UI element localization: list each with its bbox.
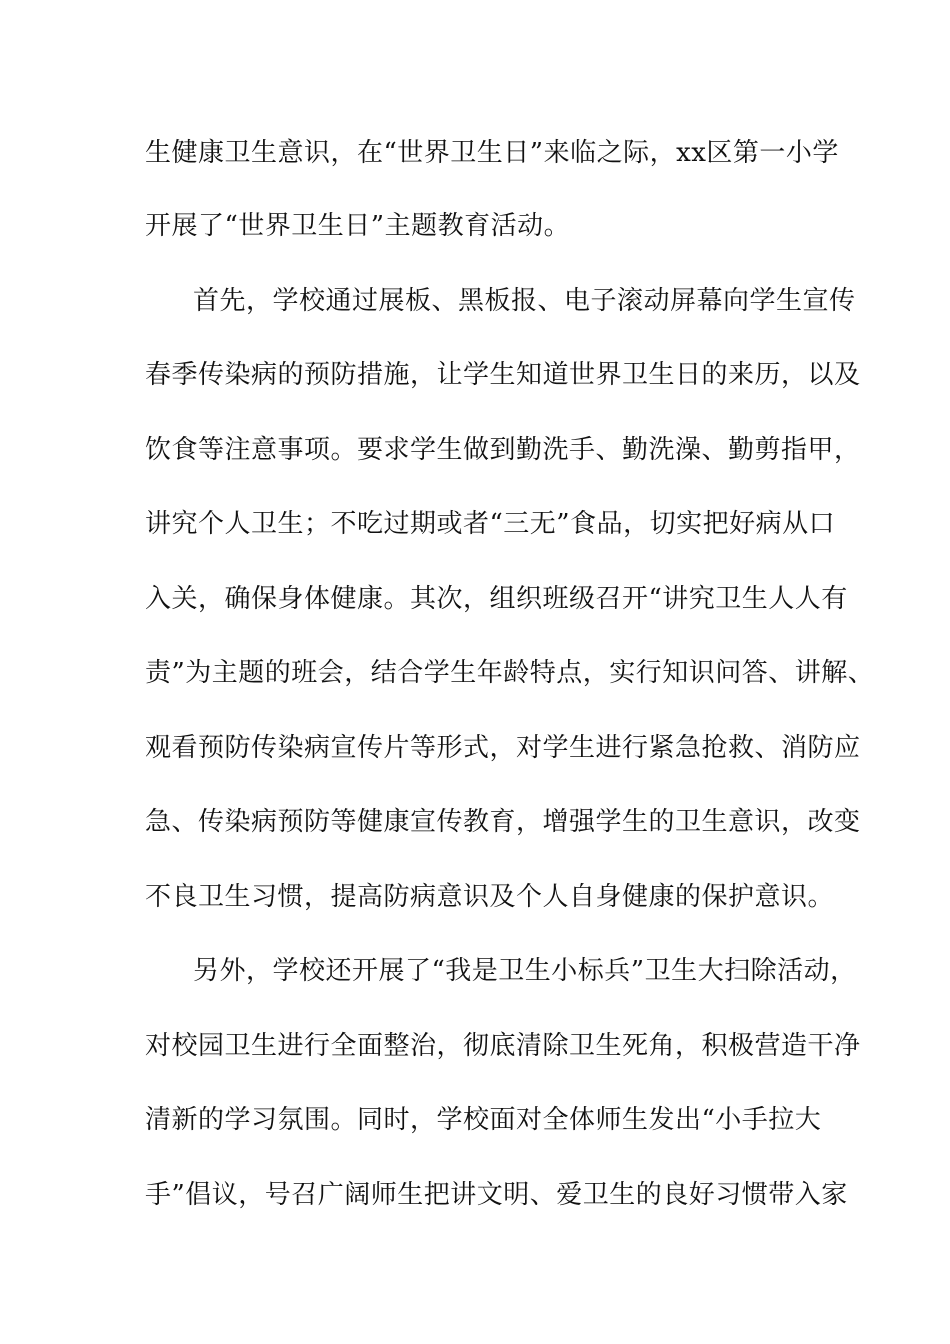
text-line: 开展了“世界卫生日”主题教育活动。 [145, 211, 571, 241]
paragraph-start-line: 首先，学校通过展板、黑板报、电子滚动屏幕向学生宣传 [193, 286, 856, 316]
text-line: 入关，确保身体健康。其次，组织班级召开“讲究卫生人人有 [145, 584, 848, 614]
text-line: 春季传染病的预防措施，让学生知道世界卫生日的来历，以及 [145, 360, 861, 390]
text-line: 饮食等注意事项。要求学生做到勤洗手、勤洗澡、勤剪指甲， [145, 435, 861, 465]
text-line: 对校园卫生进行全面整治，彻底清除卫生死角，积极营造干净 [145, 1031, 861, 1061]
text-line: 生健康卫生意识，在“世界卫生日”来临之际，xx区第一小学 [145, 138, 839, 168]
text-line: 不良卫生习惯，提高防病意识及个人自身健康的保护意识。 [145, 882, 835, 912]
text-line: 手”倡议，号召广阔师生把讲文明、爱卫生的良好习惯带入家 [145, 1180, 848, 1210]
text-line: 责”为主题的班会，结合学生年龄特点，实行知识问答、讲解、 [145, 658, 875, 688]
text-line: 观看预防传染病宣传片等形式，对学生进行紧急抢救、消防应 [145, 733, 861, 763]
text-line: 讲究个人卫生；不吃过期或者“三无”食品，切实把好病从口 [145, 509, 836, 539]
text-line: 急、传染病预防等健康宣传教育，增强学生的卫生意识，改变 [145, 807, 861, 837]
text-line: 清新的学习氛围。同时，学校面对全体师生发出“小手拉大 [145, 1105, 822, 1135]
paragraph-start-line: 另外，学校还开展了“我是卫生小标兵”卫生大扫除活动， [193, 956, 857, 986]
